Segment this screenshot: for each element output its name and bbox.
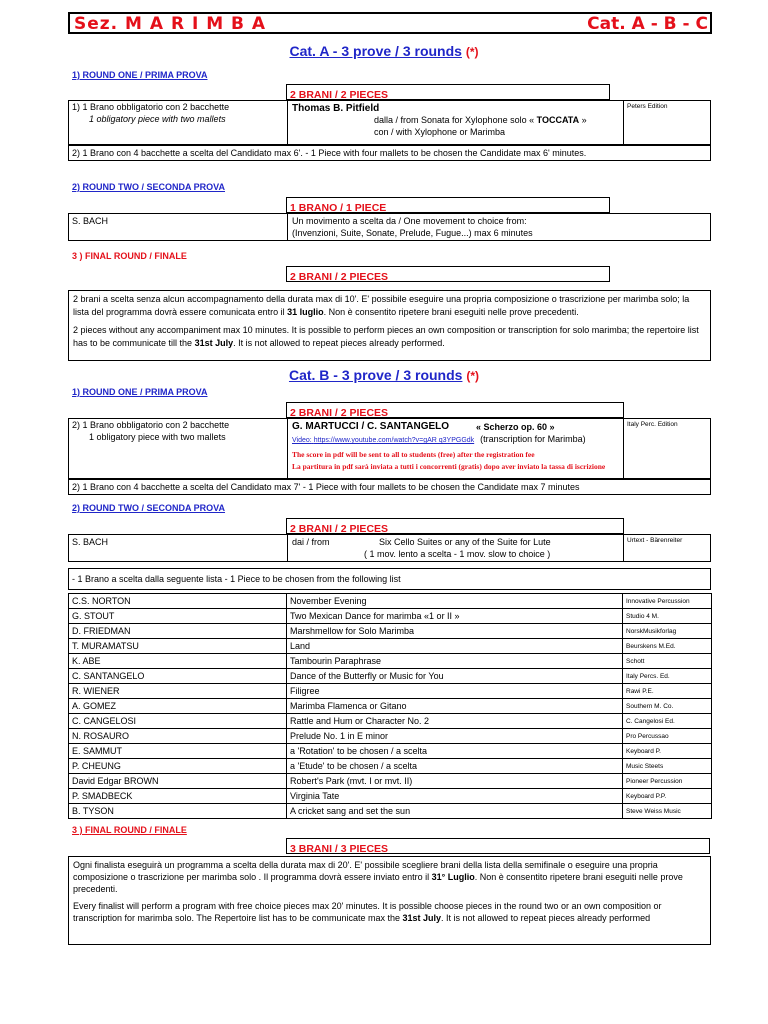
video-link[interactable]: Video: https://www.youtube.com/watch?v=gAR q3YPGGdk (292, 437, 475, 444)
title-cell: Dance of the Butterfly or Music for You (287, 669, 623, 684)
cat-a-round-two-label: 2) ROUND TWO / SECONDA PROVA (72, 182, 226, 192)
cat-a-r3-pieces-header: 2 BRANI / 2 PIECES (286, 266, 610, 282)
publisher-cell: Pro Percussao (623, 729, 712, 744)
publisher-cell: Southern M. Co. (623, 699, 712, 714)
composer-cell: David Edgar BROWN (69, 774, 287, 789)
composer-cell: B. TYSON (69, 804, 287, 819)
cat-b-r1-transcription: (transcription for Marimba) (480, 434, 586, 444)
cat-a-r1-pieces-header: 2 BRANI / 2 PIECES (286, 84, 610, 100)
cat-a-r1-row2: 2) 1 Brano con 4 bacchette a scelta del Candidato max 6'. - 1 Piece with four mallets to be chosen the Candidate max 6' minutes. (68, 145, 711, 161)
title-cell: Marshmellow for Solo Marimba (287, 624, 623, 639)
title-cell: Marimba Flamenca or Gitano (287, 699, 623, 714)
cat-b-r2-list-intro: - 1 Brano a scelta dalla seguente lista - 1 Piece to be chosen from the following list (68, 568, 711, 590)
cat-b-r2-publisher: Urtext - Bärenreiter (627, 537, 683, 544)
table-row (69, 729, 712, 744)
publisher-cell: Rawi P.E. (623, 684, 712, 699)
cat-a-title: Cat. A - 3 prove / 3 rounds (*) (289, 43, 479, 59)
cat-b-round-one-label: 1) ROUND ONE / PRIMA PROVA (72, 387, 208, 397)
publisher-cell: Pioneer Percussion (623, 774, 712, 789)
table-row (69, 594, 712, 609)
table-row (69, 609, 712, 624)
table-row (69, 654, 712, 669)
composer-cell: E. SAMMUT (69, 744, 287, 759)
composer-cell: N. ROSAURO (69, 729, 287, 744)
composer-cell: T. MURAMATSU (69, 639, 287, 654)
table-row (69, 669, 712, 684)
cat-a-r1-left1: 1) 1 Brano obbligatorio con 2 bacchette (72, 102, 230, 112)
title-cell: Prelude No. 1 in E minor (287, 729, 623, 744)
composer-cell: C. CANGELOSI (69, 714, 287, 729)
composer-cell: R. WIENER (69, 684, 287, 699)
publisher-cell: Studio 4 M. (623, 609, 712, 624)
cat-a-r2-desc1: Un movimento a scelta da / One movement to choice from: (292, 216, 527, 226)
composer-cell: C. SANTANGELO (69, 669, 287, 684)
cat-b-round-two-label: 2) ROUND TWO / SECONDA PROVA (72, 503, 226, 513)
cat-b-r2-left: S. BACH (72, 537, 109, 547)
cat-a-r1-main-box (68, 100, 711, 145)
title-cell: A cricket sang and set the sun (287, 804, 623, 819)
cat-b-r1-note1: The score in pdf will be sent to all to students (free) after the registration fee (292, 450, 535, 459)
publisher-cell: Music Steets (623, 759, 712, 774)
composer-cell: K. ABE (69, 654, 287, 669)
cat-b-r1-work: « Scherzo op. 60 » (476, 422, 555, 432)
table-row (69, 804, 712, 819)
cat-a-r3-italian: 2 brani a scelta senza alcun accompagnamento della durata max di 10'. E' possibile eseguire una propria composizione o trascrizione per marimba solo; la lista del programma dovrà essere comunicata entro il 31 luglio. Non è consentito ripetere brani eseguiti nelle prove precedenti. (73, 294, 690, 317)
cat-b-r1-note2: La partitura in pdf sarà inviata a tutti i concorrenti (gratis) dopo aver inviato la tassa di iscrizione (292, 462, 606, 471)
title-cell: Two Mexican Dance for marimba «1 or II » (287, 609, 623, 624)
publisher-cell: C. Cangelosi Ed. (623, 714, 712, 729)
publisher-cell: Schott (623, 654, 712, 669)
cat-a-r1-composer: Thomas B. Pitfield (292, 103, 380, 114)
cat-b-r2-main-box (68, 534, 711, 562)
cat-b-r2-mid: dai / from (292, 537, 330, 547)
title-cell: Rattle and Hum or Character No. 2 (287, 714, 623, 729)
cat-b-r2-desc2: ( 1 mov. lento a scelta - 1 mov. slow to choice ) (364, 549, 551, 559)
composer-cell: P. SMADBECK (69, 789, 287, 804)
table-row (69, 624, 712, 639)
title-cell: Robert's Park (mvt. I or mvt. II) (287, 774, 623, 789)
cat-b-r1-composer: G. MARTUCCI / C. SANTANGELO (292, 421, 450, 432)
cat-b-r2-pieces-header: 2 BRANI / 2 PIECES (286, 518, 624, 534)
cat-a-r1-desc1: dalla / from Sonata for Xylophone solo « TOCCATA » (374, 115, 587, 125)
cat-a-round-one-label: 1) ROUND ONE / PRIMA PROVA (72, 70, 208, 80)
cat-b-r1-left2: 1 obligatory piece with two mallets (89, 432, 226, 442)
table-row (69, 759, 712, 774)
composer-cell: P. CHEUNG (69, 759, 287, 774)
title-cell: Filigree (287, 684, 623, 699)
section-header (68, 12, 712, 34)
table-row (69, 699, 712, 714)
category-title: Cat. A - B - C (587, 14, 708, 34)
composer-cell: G. STOUT (69, 609, 287, 624)
title-cell: Land (287, 639, 623, 654)
table-row (69, 714, 712, 729)
composer-cell: D. FRIEDMAN (69, 624, 287, 639)
table-row (69, 639, 712, 654)
cat-b-r2-desc1: Six Cello Suites or any of the Suite for Lute (379, 537, 551, 547)
cat-a-r1-desc2: con / with Xylophone or Marimba (374, 127, 506, 137)
publisher-cell: Steve Weiss Music (623, 804, 712, 819)
publisher-cell: Keyboard P.P. (623, 789, 712, 804)
cat-a-r2-main-box (68, 213, 711, 241)
cat-b-r1-main-box (68, 418, 711, 479)
cat-b-r3-text-box (68, 856, 711, 945)
title-cell: a 'Rotation' to be chosen / a scelta (287, 744, 623, 759)
cat-b-r3-pieces-header: 3 BRANI / 3 PIECES (286, 838, 710, 854)
cat-b-r3-english: Every finalist will perform a program with free choice pieces max 20' minutes. It is possible choose pieces in the round two or an own composition or transcription for marimba solo. The Repertoire list has to be communicate max the 31st July. It is not allowed to repeat pieces already performed (73, 901, 662, 923)
publisher-cell: Beurskens M.Ed. (623, 639, 712, 654)
cat-b-r1-pieces-header: 2 BRANI / 2 PIECES (286, 402, 624, 418)
cat-a-r2-left: S. BACH (72, 216, 109, 226)
cat-a-r2-pieces-header: 1 BRANO / 1 PIECE (286, 197, 610, 213)
table-row (69, 789, 712, 804)
composer-cell: A. GOMEZ (69, 699, 287, 714)
publisher-cell: Keyboard P. (623, 744, 712, 759)
cat-b-r1-publisher: Italy Perc. Edition (627, 421, 678, 428)
title-cell: a 'Etude' to be chosen / a scelta (287, 759, 623, 774)
cat-a-r3-text-box (68, 290, 711, 361)
repertoire-table (68, 593, 712, 819)
publisher-cell: NorskMusikforlag (623, 624, 712, 639)
cat-a-r1-left2: 1 obligatory piece with two mallets (89, 114, 226, 124)
cat-a-final-round-label: 3 ) FINAL ROUND / FINALE (72, 251, 187, 261)
cat-a-r3-english: 2 pieces without any accompaniment max 10 minutes. It is possible to perform pieces an own composition or transcription for solo marimba; the repertoire list has to be communicate till the 31st July. It is not allowed to repeat pieces already performed. (73, 325, 699, 348)
table-row (69, 744, 712, 759)
cat-b-r1-left1: 2) 1 Brano obbligatorio con 2 bacchette (72, 420, 230, 430)
title-cell: Virginia Tate (287, 789, 623, 804)
cat-b-title: Cat. B - 3 prove / 3 rounds (*) (288, 367, 480, 383)
cat-b-r3-italian: Ogni finalista eseguirà un programma a scelta della durata max di 20'. E' possibile scegliere brani della lista della semifinale o eseguire una propria composizione o trascrizione per marimba solo . Il programma dovrà essere inviato entro il 31° Luglio. Non è consentito ripetere brani eseguiti nelle prove precedenti. (73, 860, 683, 894)
cat-a-r2-desc2: (Invenzioni, Suite, Sonate, Prelude, Fugue...) max 6 minutes (292, 228, 533, 238)
table-row (69, 774, 712, 789)
title-cell: November Evening (287, 594, 623, 609)
publisher-cell: Innovative Percussion (623, 594, 712, 609)
section-title: Sez. M A R I M B A (74, 14, 267, 34)
publisher-cell: Italy Percs. Ed. (623, 669, 712, 684)
title-cell: Tambourin Paraphrase (287, 654, 623, 669)
cat-b-final-round-label: 3 ) FINAL ROUND / FINALE (72, 825, 187, 835)
cat-b-r1-video-line (292, 434, 586, 444)
composer-cell: C.S. NORTON (69, 594, 287, 609)
table-row (69, 684, 712, 699)
cat-a-r1-publisher: Peters Edition (627, 103, 668, 110)
cat-b-r1-row2: 2) 1 Brano con 4 bacchette a scelta del Candidato max 7' - 1 Piece with four mallets to be chosen the Candidate max 7 minutes (68, 479, 711, 495)
